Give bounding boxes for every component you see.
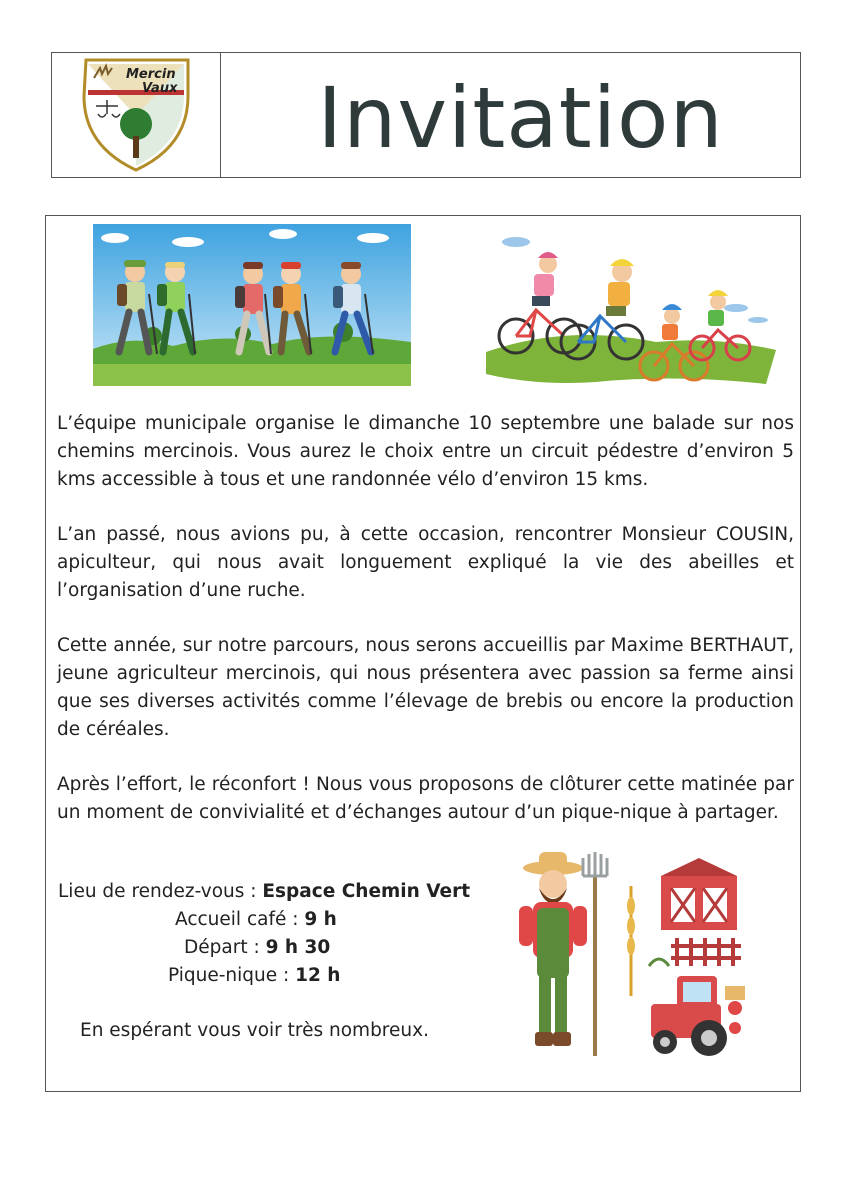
svg-text:Mercin: Mercin [126,67,176,82]
paragraph-intro: L’équipe municipale organise le dimanche 10 septembre une balade sur nos chemins mercinois. Vous aurez le choix entre un circuit pédestre d’environ 5 kms accessible à tous et une randonnée vélo d’environ 15 kms. [57,413,794,490]
paragraph-this-year: Cette année, sur notre parcours, nous serons accueillis par Maxime BERTHAUT, jeune agriculteur mercinois, qui nous présentera avec passion sa ferme ainsi que ses diverses activités comme l’élevage de brebis ou encore la production de céréales. [57,635,794,740]
picnic-value: 12 h [295,965,341,986]
page-title: Invitation [317,69,724,167]
schedule-block [58,878,471,1045]
municipal-logo [76,56,196,174]
coffee-line [58,906,468,934]
departure-value: 9 h 30 [265,937,331,958]
cyclists-illustration [476,224,781,394]
hikers-illustration [93,224,411,386]
venue-line [58,878,471,906]
picnic-line [58,962,468,990]
svg-text:Vaux: Vaux [142,81,178,96]
header-box [51,52,801,178]
paragraph-last-year: L’an passé, nous avions pu, à cette occasion, rencontrer Monsieur COUSIN, apiculteur, qui nous avait longuement expliqué la vie des abeilles et l’organisation d’une ruche. [57,524,794,601]
paragraph-picnic: Après l’effort, le réconfort ! Nous vous proposons de clôturer cette matinée par un moment de convivialité et d’échanges autour d’un pique-nique à partager. [57,774,794,823]
venue-value: Espace Chemin Vert [262,881,471,902]
departure-line [58,934,468,962]
picnic-label: Pique-nique : [168,965,296,986]
venue-label: Lieu de rendez-vous : [58,881,263,902]
main-content-box [45,215,801,1092]
logo-cell [52,53,221,177]
coffee-label: Accueil café : [175,909,305,930]
farmer-illustration [511,846,751,1071]
title-cell [221,53,800,177]
invitation-text [57,410,794,854]
closing-line: En espérant vous voir très nombreux. [80,1020,429,1041]
departure-label: Départ : [184,937,266,958]
coffee-value: 9 h [304,909,337,930]
